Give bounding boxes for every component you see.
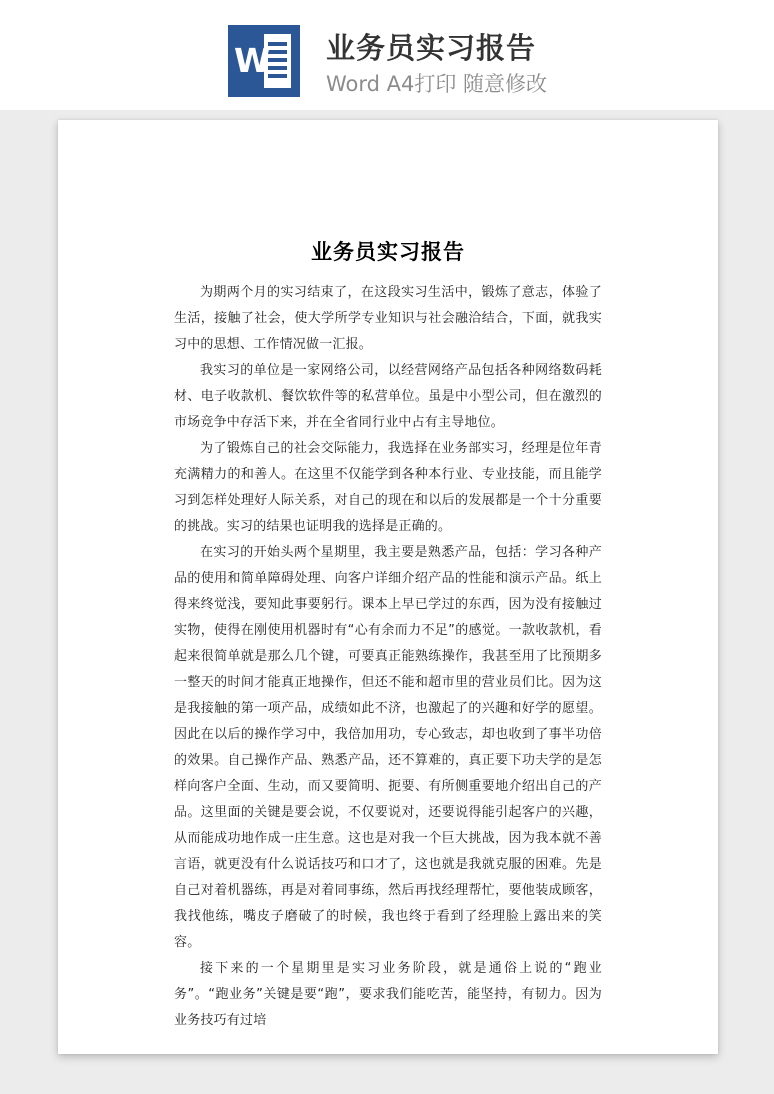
document-page (58, 120, 718, 1054)
document-body (174, 280, 602, 1028)
paragraph: 为期两个月的实习结束了，在这段实习生活中，锻炼了意志，体验了生活，接触了社会，使大学所学专业知识与社会融洽结合，下面，就我实习中的思想、工作情况做一汇报。 (174, 285, 602, 352)
paragraph: 在实习的开始头两个星期里，我主要是熟悉产品，包括：学习各种产品的使用和简单障碍处理、向客户详细介绍产品的性能和演示产品。纸上得来终觉浅，要知此事要躬行。课本上早已学过的东西，因为没有接触过实物，使得在刚使用机器时有“心有余而力不足”的感觉。一款收款机，看起来很简单就是那么几个键，可要真正能熟练操作，我甚至用了比预期多一整天的时间才能真正地操作，但还不能和超市里的营业员们比。因为这是我接触的第一项产品，成绩如此不济，也激起了的兴趣和好学的愿望。因此在以后的操作学习中，我倍加用功，专心致志，却也收到了事半功倍的效果。自己操作产品、熟悉产品，还不算难的，真正要下功夫学的是怎样向客户全面、生动，而又要简明、扼要、有所侧重要地介绍出自己的产品。这里面的关键是要会说，不仅要说对，还要说得能引起客户的兴趣，从而能成功地作成一庄生意。这也是对我一个巨大挑战，因为我本就不善言语，就更没有什么说话技巧和口才了，这也就是我就克服的困难。先是自己对着机器练，再是对着同事练，然后再找经理帮忙，要他装成顾客，我找他练，嘴皮子磨破了的时候，我也终于看到了经理脸上露出来的笑容。 (174, 545, 602, 950)
document-title: 业务员实习报告 (311, 240, 465, 264)
banner-header (0, 0, 774, 110)
paragraph: 接下来的一个星期里是实习业务阶段，就是通俗上说的“跑业务”。“跑业务”关键是要“跑”，要求我们能吃苦，能坚持，有韧力。因为业务技巧有过培 (174, 961, 602, 1028)
word-icon-letter: W (234, 41, 269, 80)
banner-subtitle: Word A4打印 随意修改 (326, 72, 548, 96)
word-icon (228, 25, 300, 97)
banner-title: 业务员实习报告 (326, 31, 537, 65)
paragraph: 为了锻炼自己的社会交际能力，我选择在业务部实习，经理是位年青充满精力的和善人。在这里不仅能学到各种本行业、专业技能，而且能学习到怎样处理好人际关系，对自己的现在和以后的发展都是一个十分重要的挑战。实习的结果也证明我的选择是正确的。 (174, 441, 602, 534)
paragraph: 我实习的单位是一家网络公司，以经营网络产品包括各种网络数码耗材、电子收款机、餐饮软件等的私营单位。虽是中小型公司，但在激烈的市场竞争中存活下来，并在全省同行业中占有主导地位。 (174, 363, 602, 430)
